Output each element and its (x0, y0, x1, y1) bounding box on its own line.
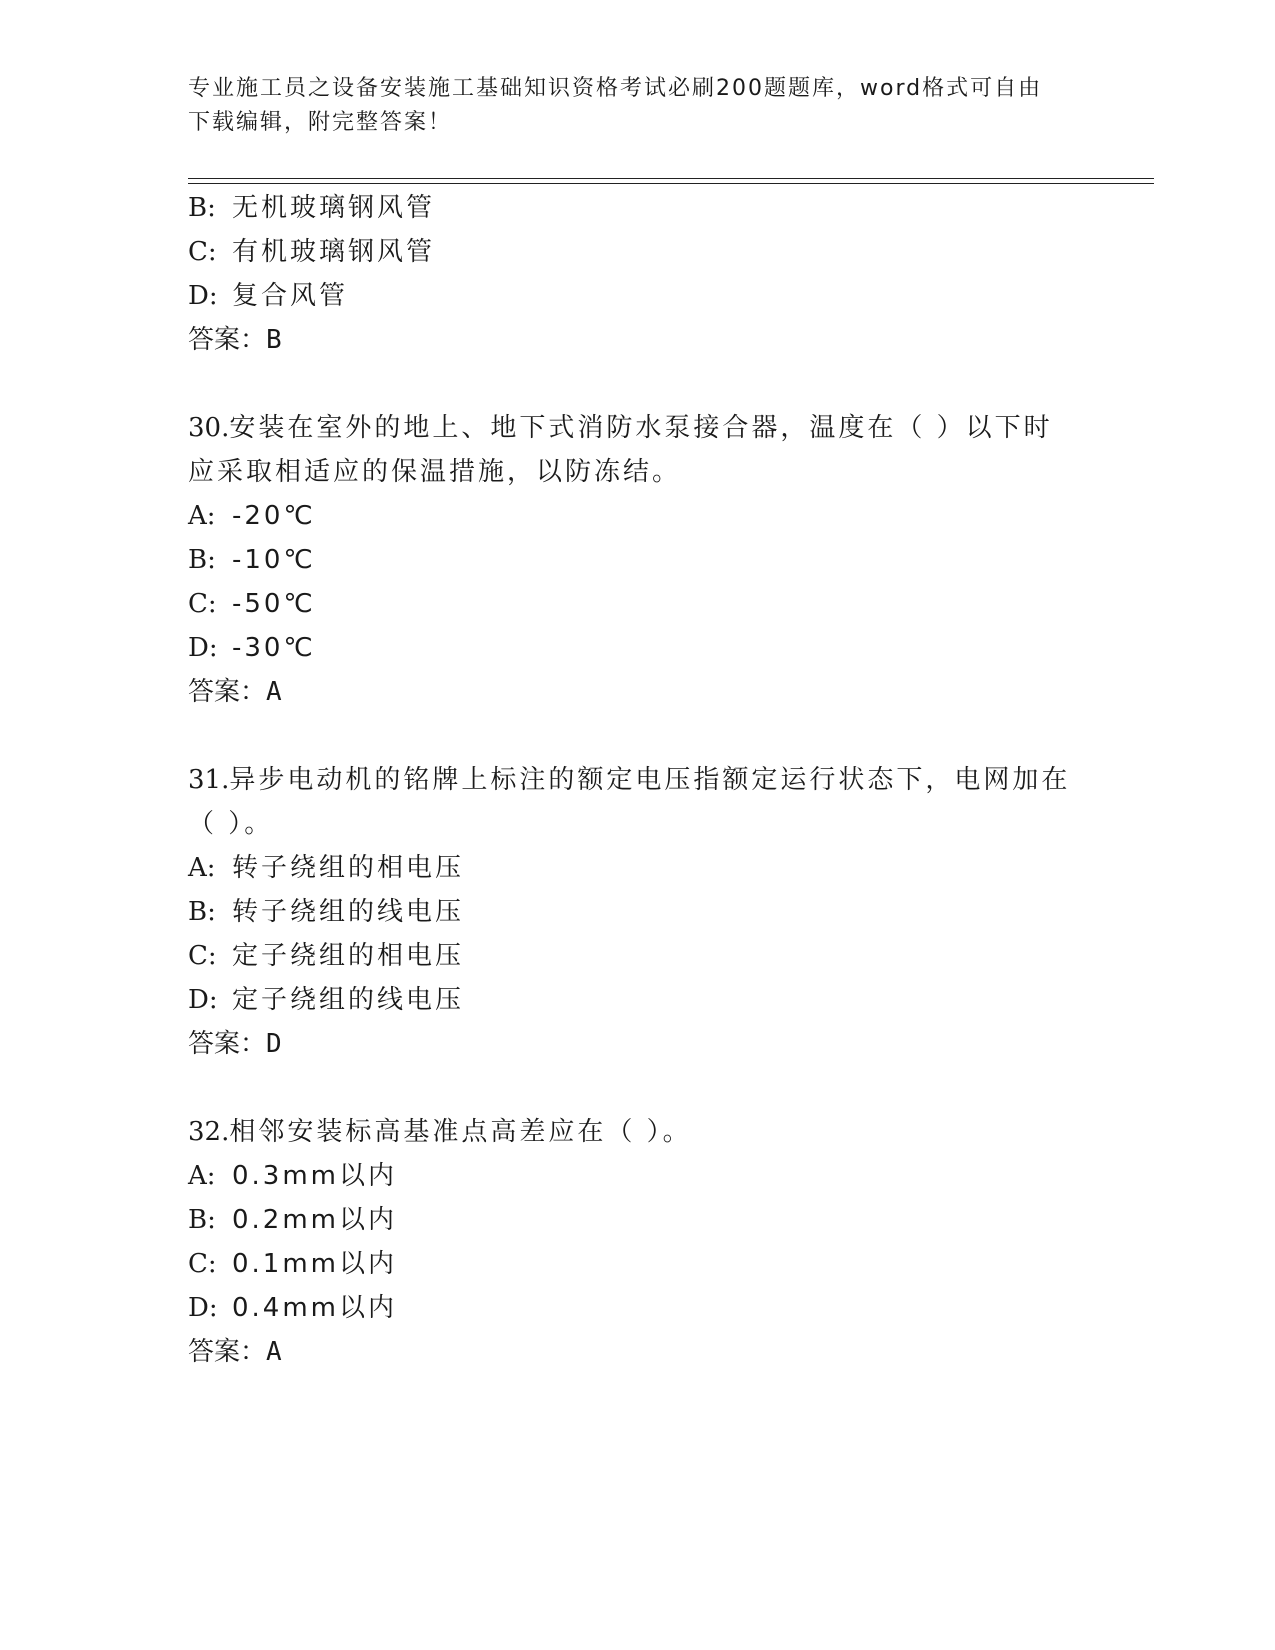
option-d (188, 982, 464, 1018)
option-b (188, 542, 316, 578)
header-divider-top (188, 178, 1154, 179)
question-number: 30. (188, 413, 230, 443)
option-a (188, 498, 316, 534)
answer-line (188, 1334, 282, 1370)
question-number: 32. (188, 1117, 230, 1147)
option-a (188, 1158, 397, 1194)
option-b (188, 190, 435, 226)
option-letter: D: (188, 985, 218, 1015)
answer-line (188, 674, 282, 710)
option-text: 复合风管 (232, 281, 349, 311)
header-line-1: 专业施工员之设备安装施工基础知识资格考试必刷200题题库，word格式可自由 (188, 76, 1043, 101)
option-text: -20℃ (232, 501, 316, 531)
option-letter: B: (188, 1205, 216, 1235)
question-30-stem (188, 410, 1053, 446)
option-letter: B: (188, 897, 216, 927)
document-header (188, 72, 1088, 140)
answer-value: D (266, 1029, 282, 1059)
option-text: 0.4mm以内 (232, 1293, 398, 1323)
option-letter: A: (188, 853, 216, 883)
option-letter: B: (188, 545, 216, 575)
option-text: 0.1mm以内 (232, 1249, 398, 1279)
option-b (188, 894, 464, 930)
answer-label: 答案： (188, 1337, 267, 1367)
option-c (188, 938, 464, 974)
option-d (188, 630, 316, 666)
option-letter: B: (188, 193, 216, 223)
question-text: 安装在室外的地上、地下式消防水泵接合器，温度在（ ）以下时 (229, 413, 1053, 443)
option-text: 定子绕组的线电压 (232, 985, 465, 1015)
question-text: 应采取相适应的保温措施，以防冻结。 (188, 457, 682, 487)
option-letter: D: (188, 1293, 218, 1323)
answer-label: 答案： (188, 1029, 267, 1059)
question-30-stem-cont (188, 454, 681, 490)
answer-value: B (266, 325, 282, 355)
question-31-stem-cont (188, 806, 273, 842)
option-text: -50℃ (232, 589, 316, 619)
option-letter: A: (188, 501, 216, 531)
header-divider-bottom (188, 183, 1154, 184)
option-text: 0.2mm以内 (232, 1205, 398, 1235)
answer-line (188, 1026, 282, 1062)
answer-label: 答案： (188, 325, 267, 355)
option-text: 无机玻璃钢风管 (232, 193, 436, 223)
option-c (188, 1246, 397, 1282)
question-31-stem (188, 762, 1070, 798)
option-c (188, 234, 435, 270)
option-letter: A: (188, 1161, 216, 1191)
option-letter: C: (188, 589, 217, 619)
option-letter: D: (188, 281, 218, 311)
option-text: 转子绕组的线电压 (232, 897, 465, 927)
question-number: 31. (188, 765, 230, 795)
option-text: 0.3mm以内 (232, 1161, 398, 1191)
option-text: 转子绕组的相电压 (232, 853, 465, 883)
header-line-2: 下载编辑，附完整答案！ (188, 110, 453, 135)
question-text: 异步电动机的铭牌上标注的额定电压指额定运行状态下，电网加在 (229, 765, 1071, 795)
option-text: 有机玻璃钢风管 (232, 237, 436, 267)
option-letter: C: (188, 237, 217, 267)
option-a (188, 850, 464, 886)
question-text: （ ）。 (188, 809, 274, 839)
answer-line (188, 322, 282, 358)
answer-value: A (266, 1337, 282, 1367)
question-32-stem (188, 1114, 692, 1150)
option-b (188, 1202, 397, 1238)
option-text: -10℃ (232, 545, 316, 575)
answer-label: 答案： (188, 677, 267, 707)
option-letter: C: (188, 941, 217, 971)
question-text: 相邻安装标高基准点高差应在（ ）。 (229, 1117, 692, 1147)
option-letter: C: (188, 1249, 217, 1279)
option-letter: D: (188, 633, 218, 663)
option-d (188, 278, 348, 314)
option-text: -30℃ (232, 633, 316, 663)
answer-value: A (266, 677, 282, 707)
option-d (188, 1290, 397, 1326)
option-text: 定子绕组的相电压 (232, 941, 465, 971)
option-c (188, 586, 316, 622)
